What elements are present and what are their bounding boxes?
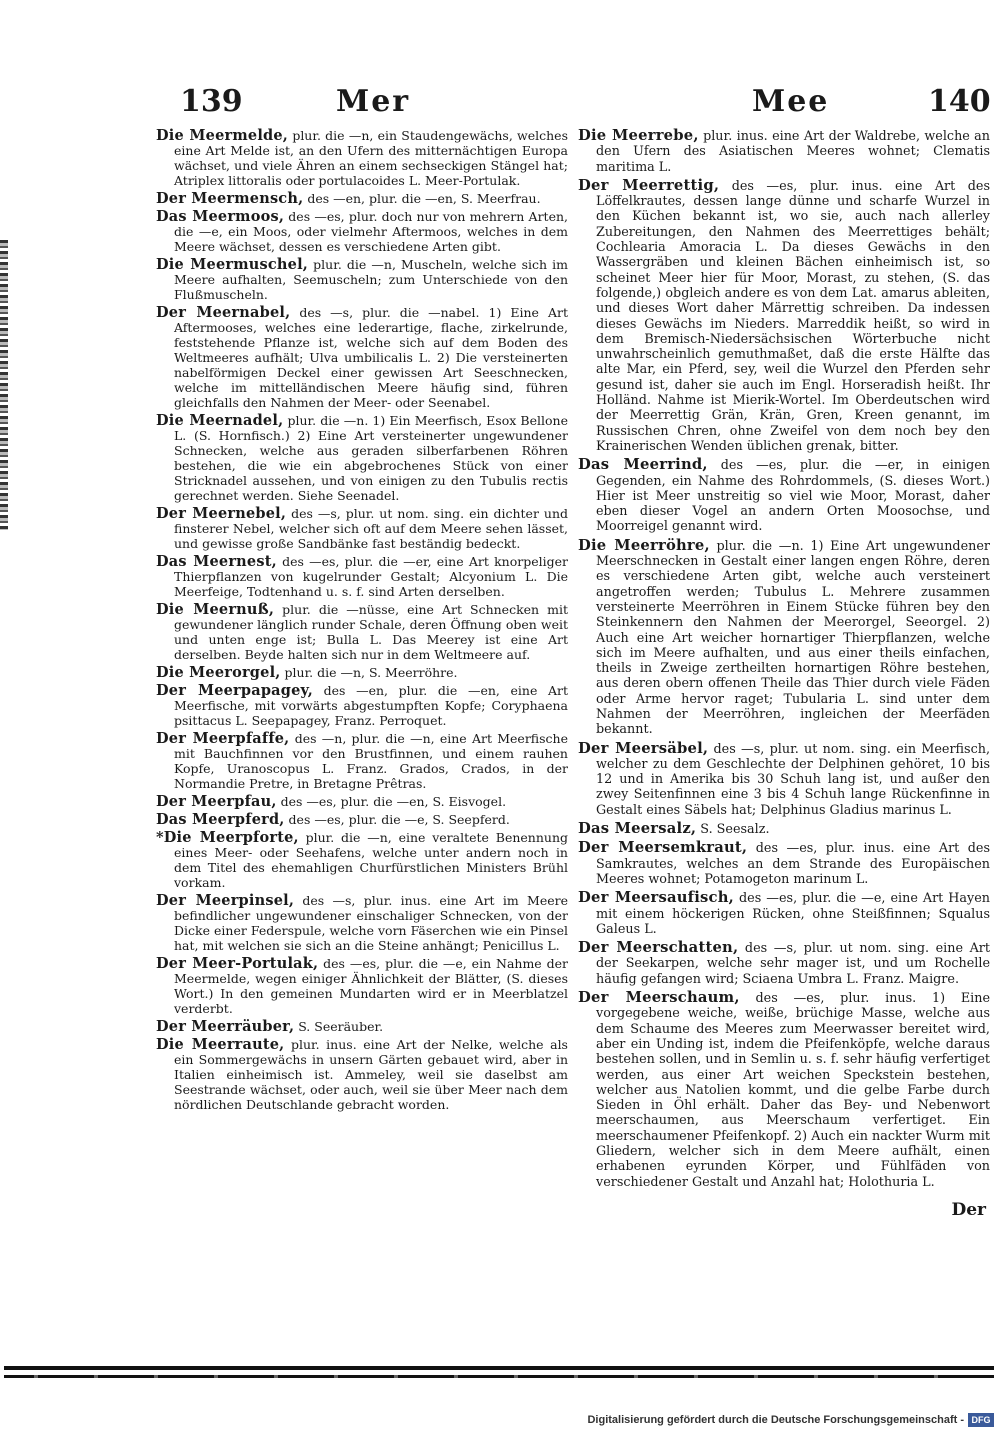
dictionary-entry <box>156 830 568 890</box>
entry-definition: des —es, plur. die —er, eine Art knorpeliger Thierpflanzen von kugelrunder Gestalt; Alcyonium L. Die Meerfeige, Todtenhand u. s. f. sind Arten derselben. <box>174 554 568 599</box>
digitization-credit: Digitalisierung gefördert durch die Deutsche Forschungsgemeinschaft - <box>587 1414 964 1426</box>
entry-headword: Der Meerrettig, <box>578 176 720 194</box>
entry-definition: des —es, plur. die —e, ein Nahme der Meermelde, wegen einiger Ähnlichkeit der Blätter, (S. dieses Wort.) In den gemeinen Mundarten wird er in Meerblatzel verderbt. <box>174 956 568 1016</box>
dictionary-entry <box>578 840 990 887</box>
entry-headword: *Die Meerpforte, <box>156 829 299 846</box>
entry-definition: des —es, plur. die —e, eine Art Hayen mit einem höckerigen Rücken, ohne Steißfinnen; Squalus Galeus L. <box>596 891 990 937</box>
entry-headword: Der Meersäbel, <box>578 739 709 757</box>
entry-definition: plur. die —n. 1) Eine Art ungewundener Meerschnecken in Gestalt einer langen engen Röhre, deren es verschiedene Arten gibt, welche auch versteinert angetroffen werden; Tubulus L. Mehrere zusammen versteinerte Meerröhren in Einem Stücke führen bey den Steinkennern den Nahmen der Meerorgel, Seeorgel. 2) Auch eine Art weicher hornartiger Thierpflanzen, welche sich im Meere aufhalten, und aus einer theils einfachen, theils in Zweige zertheilten hornartigen Röhre bestehen, aus deren obern offenen Theile das Thier durch viele Fäden oder Arme hervor raget; Tubularia L. sind unter dem Nahmen der Meerröhren, ingleichen der Meerfäden bekannt. <box>596 538 990 738</box>
running-head-right: Mee <box>752 84 830 119</box>
entry-definition: des —s, plur. inus. eine Art im Meere befindlicher ungewundener einschaliger Schnecken, von der Dicke einer Federspule, welche vorn Fäserchen wie ein Pinsel hat, mit welchen sie sich an die Steine anhängt; Penicillus L. <box>174 893 568 953</box>
entry-definition: plur. inus. eine Art der Waldrebe, welche an den Ufern des Asiatischen Meeres wohnet; Clematis maritima L. <box>596 129 990 175</box>
right-column <box>578 128 990 1193</box>
entry-definition: S. Seeräuber. <box>298 1019 384 1034</box>
entry-headword: Der Meerpfau, <box>156 793 277 810</box>
dictionary-entry <box>578 178 990 454</box>
entry-definition: plur. die —n, S. Meerröhre. <box>284 665 458 680</box>
dictionary-entry <box>156 794 568 809</box>
entry-definition: des —es, plur. die —e, S. Seepferd. <box>288 812 510 827</box>
left-column <box>156 128 568 1115</box>
entry-definition: des —es, plur. inus. eine Art des Löffelkrautes, dessen lange dünne und scharfe Wurzel in den Küchen bekannt ist, wo sie, auch nach allerley Zubereitungen, den Nahmen des Meerrettiges behält; Cochlearia Amoracia L. Da dieses Gewächs in den Wassergräben und kleinen Bächen einheimisch ist, so scheinet Meer hier für Moor, Morast, zu stehen, (S. das folgende,) obgleich andere es von dem Lat. amarus ableiten, und dieses Wort daher Märrettig schreiben. Da indessen dieses Gewächs im Nieders. Marreddik heißt, so wird in dem Bremisch-Niedersächsischen Wörterbuche nicht unwahrscheinlich gemuthmaßet, daß die erste Hälfte das alte Mar, ein Pferd, sey, weil die Wurzel den Pferden sehr gesund ist, daher sie auch im Engl. Horseradish heißt. Ihr Holländ. Nahme ist Mierik-Wortel. Im Oberdeutschen wird der Meerrettig Grän, Krän, Gren, Kreen genannt, im Russischen Chren, ohne Zweifel von dem noch bey den Krainerischen Wenden üblichen grenak, bitter. <box>596 178 990 454</box>
entry-definition: des —s, plur. ut nom. sing. eine Art der Seekarpen, welche sehr mager ist, und um Rochelle häufig gefangen wird; Sciaena Umbra L. Franz. Maigre. <box>596 941 990 987</box>
dictionary-entry <box>156 683 568 728</box>
entry-headword: Der Meersemkraut, <box>578 839 748 857</box>
dictionary-entry <box>156 554 568 599</box>
entry-headword: Der Meerräuber, <box>156 1018 295 1035</box>
dictionary-entry <box>156 893 568 953</box>
entry-definition: plur. die —n, Muscheln, welche sich im Meere aufhalten, Seemuscheln; zum Unterschiede von den Flußmuscheln. <box>174 257 568 302</box>
entry-definition: plur. die —n. 1) Ein Meerfisch, Esox Bellone L. (S. Hornfisch.) 2) Eine Art versteinerter ungewundener Schnecken, welche aus geraden silberfarbenen Röhren bestehen, die wie ein abgebrochenes Stück von einer Stricknadel aussehen, und von einigen zu den Tubulis rectis gerechnet werden. Siehe Seenadel. <box>174 413 568 503</box>
dfg-logo: DFG <box>968 1413 994 1427</box>
entry-definition: plur. die —n, ein Staudengewächs, welches eine Art Melde ist, an den Ufern des mitternächtigen Europa wächset, und viele Ähren an einem sechseckigen Stängel hat; Atriplex littoralis oder portulacoides L. Meer-Portulak. <box>174 128 568 188</box>
dictionary-entry <box>156 956 568 1016</box>
dictionary-entry <box>156 812 568 827</box>
entry-headword: Die Meermelde, <box>156 127 289 144</box>
entry-headword: Der Meerschatten, <box>578 939 739 957</box>
dictionary-entry <box>156 257 568 302</box>
entry-headword: Die Meermuschel, <box>156 256 309 273</box>
dictionary-entry <box>578 821 990 837</box>
entry-definition: des —es, plur. doch nur von mehrern Arten, die —e, ein Moos, oder vielmehr Aftermoos, welches in dem Meere wächset, dessen es verschiedene Arten gibt. <box>174 209 568 254</box>
entry-headword: Der Meersaufisch, <box>578 889 734 907</box>
dictionary-entry <box>156 506 568 551</box>
bottom-rule <box>4 1366 994 1370</box>
entry-definition: des —n, plur. die —n, eine Art Meerfische mit Bauchfinnen vor den Brustfinnen, und einem rauhen Kopfe, Uranoscopus L. Franz. Grados, Crados, in der Normandie Pretre, in Bretagne Prêtras. <box>174 731 568 791</box>
entry-definition: des —es, plur. inus. eine Art des Samkrautes, welches an dem Strande des Europäischen Meeres wohnet; Potamogeton marinum L. <box>596 841 990 887</box>
entry-headword: Das Meernest, <box>156 553 277 570</box>
entry-definition: des —s, plur. die —nabel. 1) Eine Art Aftermooses, welches eine lederartige, flache, zirkelrunde, feststehende Pflanze ist, welche sich auf dem Boden des Weltmeeres aufhält; Ulva umbilicalis L. 2) Die versteinerten nabelförmigen Deckel einer gewissen Art Seeschnecken, welche im mittelländischen Meere häufig sind, führen gleichfalls den Nahmen der Meer- oder Seenabel. <box>174 305 568 410</box>
entry-definition: des —s, plur. ut nom. sing. ein Meerfisch, welcher zu dem Geschlechte der Delphinen gehöret, 10 bis 12 und in Amerika bis 30 Schuh lang ist, und außer den zwey Seitenfinnen eine 3 bis 4 Schuh lange Rückenfinne in Gestalt eines Säbels hat; Delphinus Gladius marinus L. <box>596 741 991 818</box>
dictionary-entry <box>578 128 990 175</box>
entry-definition: plur. die —n, eine veraltete Benennung eines Meer- oder Seehafens, welche unter andern noch in dem Titel des ehemahligen Churfürstlichen Ministers Brühl vorkam. <box>174 830 568 890</box>
bottom-rule-ornament <box>4 1375 994 1378</box>
dictionary-entry <box>578 940 990 987</box>
entry-definition: des —en, plur. die —en, eine Art Meerfische, mit vorwärts abgestumpften Kopfe; Coryphaena psittacus L. Seepapagey, Franz. Perroquet. <box>174 683 568 728</box>
dictionary-entry <box>156 1019 568 1034</box>
dictionary-entry <box>578 457 990 534</box>
entry-headword: Der Meernabel, <box>156 304 291 321</box>
entry-definition: des —en, plur. die —en, S. Meerfrau. <box>307 191 541 206</box>
dictionary-entry <box>156 602 568 662</box>
entry-headword: Das Meersalz, <box>578 820 697 838</box>
entry-headword: Der Meernebel, <box>156 505 287 522</box>
entry-headword: Der Meerpapagey, <box>156 682 314 699</box>
page-number-left: 139 <box>180 84 243 119</box>
entry-headword: Der Meerpfaffe, <box>156 730 290 747</box>
scan-edge-mark <box>0 240 8 530</box>
entry-headword: Das Meermoos, <box>156 208 285 225</box>
dictionary-entry <box>156 191 568 206</box>
catchword: Der <box>951 1200 986 1220</box>
entry-definition: plur. die —nüsse, eine Art Schnecken mit gewundener länglich runder Schale, deren Öffnung oben weit und unten enge ist; Bulla L. Das Meerey ist eine Art derselben. Beyde halten sich nur in dem Weltmeere auf. <box>174 602 569 662</box>
dictionary-entry <box>156 1037 568 1112</box>
dictionary-entry <box>156 128 568 188</box>
entry-definition: S. Seesalz. <box>700 822 770 838</box>
entry-definition: des —s, plur. ut nom. sing. ein dichter und finsterer Nebel, welcher sich oft auf dem Meere sehen lässet, und gewisse große Sandbänke fast beständig bedeckt. <box>174 506 568 551</box>
entry-headword: Der Meer-Portulak, <box>156 955 319 972</box>
entry-headword: Das Meerrind, <box>578 456 708 474</box>
entry-headword: Die Meerrebe, <box>578 127 699 144</box>
dictionary-entry <box>156 665 568 680</box>
dictionary-entry <box>156 209 568 254</box>
dictionary-entry <box>578 538 990 738</box>
dictionary-entry <box>156 305 568 410</box>
entry-headword: Der Meerschaum, <box>578 989 740 1007</box>
dictionary-entry <box>578 741 990 818</box>
entry-definition: des —es, plur. die —er, in einigen Gegenden, ein Nahme des Rohrdommels, (S. dieses Wort.) Hier ist Meer unstreitig so viel wie Moor, Morast, daher eben dieser Vogel an andern Orten Moosochse, und Moorreigel genannt wird. <box>596 458 990 535</box>
entry-definition: des —es, plur. inus. 1) Eine vorgegebene weiche, weiße, brüchige Masse, welche aus dem Schaume des Meeres zum Meerwasser bereitet wird, aber ein Unding ist, indem die Pfeifenköpfe, welche daraus bestehen sollen, und in Semlin u. s. f. sehr häufig verfertiget werden, aus einer Art weichen Speckstein bestehen, welcher aus Natolien kommt, und die gelbe Farbe durch Sieden in Öhl erhält. Daher das Bey- und Nebenwort meerschaumen, aus Meerschaum verfertiget. Ein meerschaumener Pfeifenkopf. 2) Auch ein nackter Wurm mit Gliedern, welcher sich in dem Meere aufhält, einen erhabenen eyrunden Körper, und Fühlfäden von verschiedener Gestalt und Anzahl hat; Holothuria L. <box>596 991 990 1190</box>
entry-headword: Der Meermensch, <box>156 190 304 207</box>
dictionary-entry <box>578 990 990 1190</box>
entry-headword: Die Meernadel, <box>156 412 284 429</box>
page-number-right: 140 <box>928 84 991 119</box>
dictionary-entry <box>156 413 568 503</box>
dictionary-entry <box>578 890 990 937</box>
entry-definition: des —es, plur. die —en, S. Eisvogel. <box>280 794 507 809</box>
entry-headword: Die Meerraute, <box>156 1036 285 1053</box>
entry-headword: Die Meernuß, <box>156 601 275 618</box>
entry-headword: Die Meerröhre, <box>578 536 710 554</box>
running-head-left: Mer <box>336 84 411 119</box>
entry-headword: Das Meerpferd, <box>156 811 285 828</box>
entry-headword: Die Meerorgel, <box>156 664 281 681</box>
entry-definition: plur. inus. eine Art der Nelke, welche als ein Sommergewächs in unsern Gärten gebauet wird, aber in Italien einheimisch ist. Ammeley, weil sie daselbst am Seestrande wächset, oder auch, weil sie über Meer nach dem nördlichen Deutschlande gebracht worden. <box>174 1037 568 1112</box>
entry-headword: Der Meerpinsel, <box>156 892 295 909</box>
dictionary-entry <box>156 731 568 791</box>
